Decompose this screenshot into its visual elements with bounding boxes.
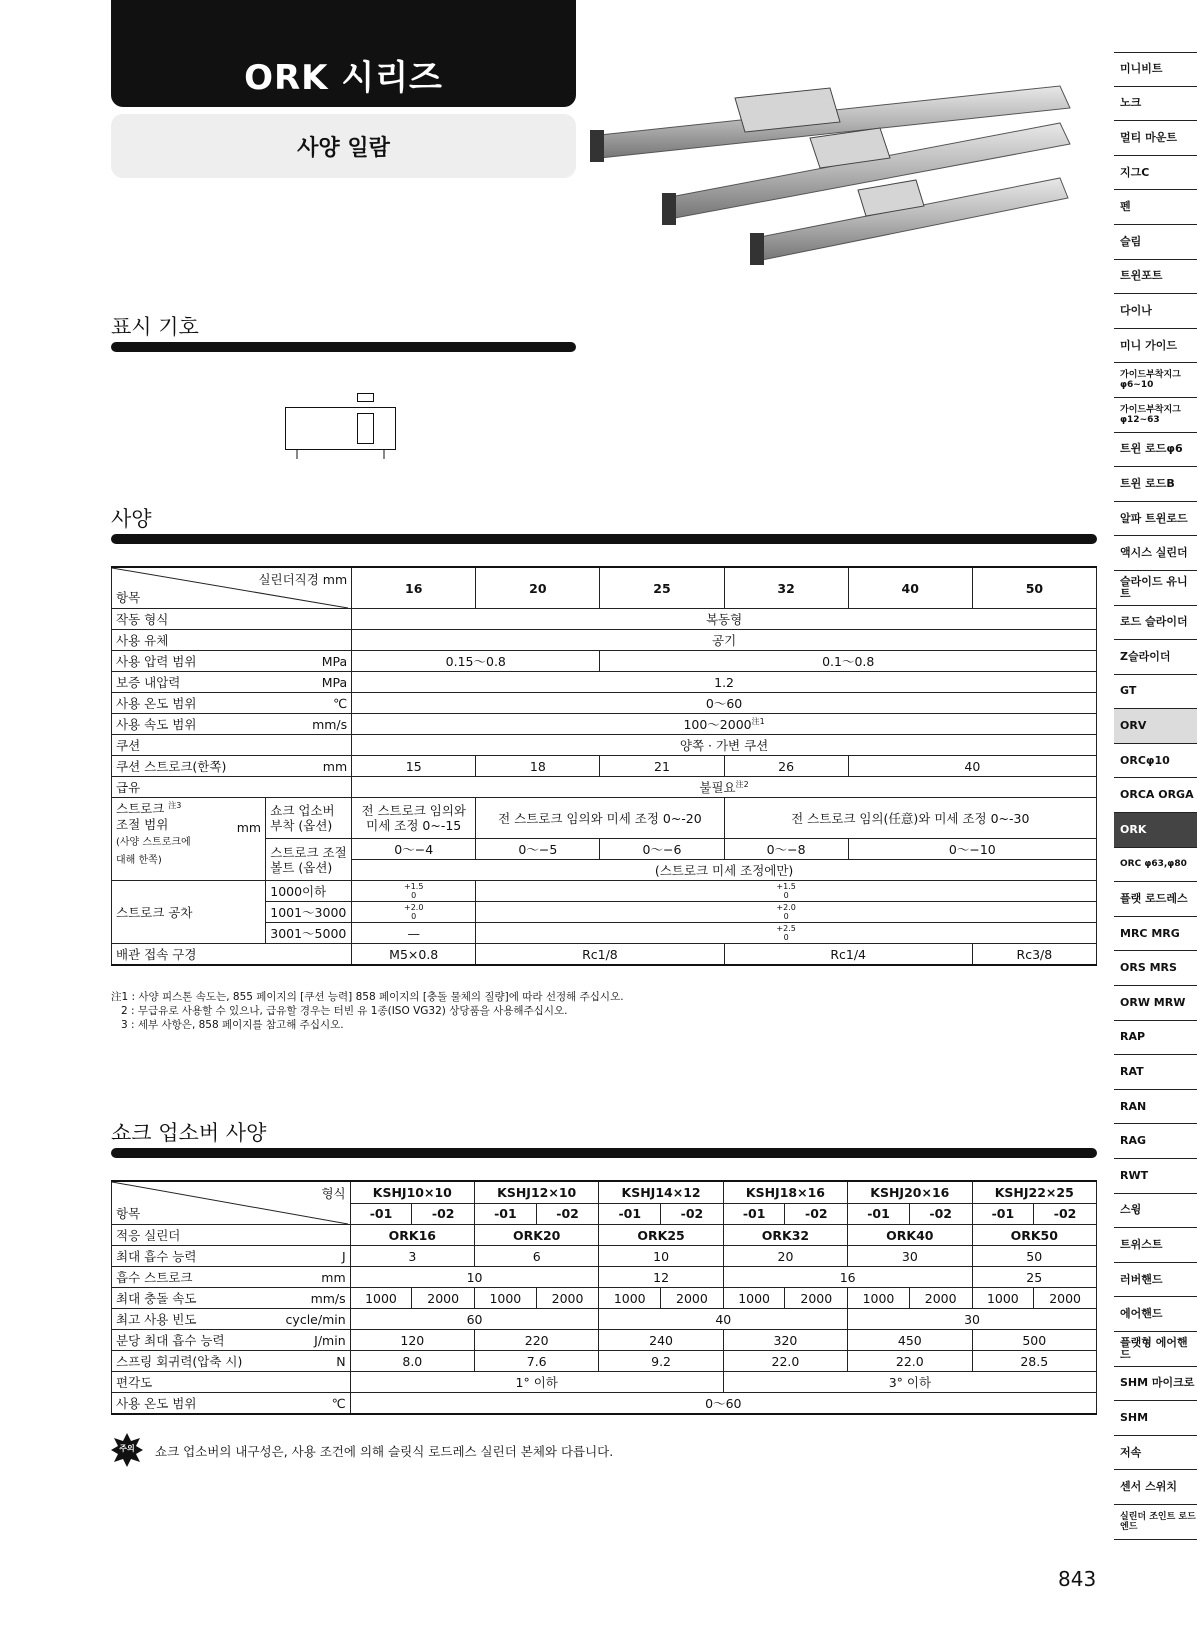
row-value: 50	[972, 1246, 1096, 1267]
bore-25: 25	[600, 567, 724, 609]
row-label: 최대 흡수 능력	[112, 1246, 262, 1267]
bolt-value: 0～−10	[848, 839, 1096, 860]
sidebar-item[interactable]: 가이드부착지그 φ6~10	[1114, 363, 1197, 398]
tolerance-value	[476, 902, 1097, 923]
page-title: ORK 시리즈	[111, 0, 576, 107]
diagonal-line	[112, 1182, 348, 1224]
stroke-adj-label	[112, 798, 233, 881]
row-value: 30	[848, 1309, 1097, 1330]
sidebar-nav	[1114, 52, 1197, 1540]
bore-20: 20	[476, 567, 600, 609]
absorber-value-32-50: 전 스트로크 임의(任意)와 미세 조정 0~-30	[724, 798, 1096, 839]
row-label: 흡수 스트로크	[112, 1267, 262, 1288]
row-value: 18	[476, 756, 600, 777]
tol-lower: 0	[783, 933, 789, 942]
row-unit: mm	[261, 1267, 350, 1288]
row-value: 복동형	[352, 609, 1097, 630]
section-divider	[111, 1148, 1097, 1158]
tolerance-range: 3001～5000	[266, 923, 352, 944]
sidebar-item[interactable]: 실린더 조인트 로드엔드	[1114, 1505, 1197, 1540]
corner-bottom-label: 항목	[116, 1206, 141, 1221]
sidebar-item[interactable]: RAG	[1114, 1124, 1197, 1159]
row-label: 배관 접속 구경	[112, 944, 352, 966]
product-image	[590, 78, 1110, 283]
caution-text: 쇼크 업소버의 내구성은, 사용 조건에 의해 슬릿식 로드레스 실린더 본체와 다릅니다.	[155, 1444, 614, 1459]
sidebar-item[interactable]: GT	[1114, 675, 1197, 710]
row-value: 2000	[1034, 1288, 1097, 1309]
section-divider	[111, 534, 1097, 544]
label-part: 스트로크	[116, 801, 165, 817]
sidebar-item[interactable]: ORV	[1114, 709, 1197, 744]
sidebar-item[interactable]: RAT	[1114, 1055, 1197, 1090]
row-value: 12	[599, 1267, 723, 1288]
row-value: 220	[475, 1330, 599, 1351]
row-label: 작동 형식	[112, 609, 352, 630]
tolerance-range: 1000이하	[266, 881, 352, 902]
row-value: 20	[723, 1246, 847, 1267]
shock-corner-cell	[112, 1181, 351, 1225]
row-value: 0～60	[352, 693, 1097, 714]
symbol-diagram	[285, 393, 405, 463]
row-value: ORK16	[350, 1225, 474, 1246]
row-value: 2000	[785, 1288, 848, 1309]
row-value: 7.6	[475, 1351, 599, 1372]
sidebar-item[interactable]: 플랫형 에어핸드	[1114, 1332, 1197, 1367]
row-value: 1.2	[352, 672, 1097, 693]
variant: -01	[599, 1203, 661, 1225]
tolerance-value	[476, 923, 1097, 944]
row-unit: mm	[266, 756, 352, 777]
sidebar-item[interactable]: ORS MRS	[1114, 951, 1197, 986]
sidebar-item[interactable]: 알파 트윈로드	[1114, 502, 1197, 537]
row-value: Rc3/8	[972, 944, 1096, 966]
model-header: KSHJ18×16	[723, 1181, 847, 1203]
row-value: Rc1/8	[476, 944, 724, 966]
row-value: 공기	[352, 630, 1097, 651]
sidebar-item[interactable]: 지그C	[1114, 156, 1197, 191]
tol-upper: +1.5	[404, 882, 424, 891]
variant: -02	[1034, 1203, 1097, 1225]
row-value: 1000	[848, 1288, 910, 1309]
sidebar-item[interactable]: SHM	[1114, 1401, 1197, 1436]
row-value: 60	[350, 1309, 599, 1330]
sidebar-item[interactable]: 미니비트	[1114, 52, 1197, 87]
row-value: 40	[599, 1309, 848, 1330]
sidebar-item[interactable]: 슬라이드 유니트	[1114, 571, 1197, 606]
bolt-value: 0～−8	[724, 839, 848, 860]
sidebar-item[interactable]: 펜	[1114, 190, 1197, 225]
sidebar-item[interactable]: 트위스트	[1114, 1228, 1197, 1263]
row-label: 사용 압력 범위	[112, 651, 266, 672]
tolerance-value: —	[352, 923, 476, 944]
row-unit: mm/s	[266, 714, 352, 735]
row-value: 2000	[412, 1288, 475, 1309]
row-value: 2000	[661, 1288, 724, 1309]
row-label: 적응 실린더	[112, 1225, 351, 1246]
row-value: ORK20	[475, 1225, 599, 1246]
model-header: KSHJ12×10	[475, 1181, 599, 1203]
row-label: 스프링 회귀력(압축 시)	[112, 1351, 262, 1372]
row-value: 양쪽 · 가변 쿠션	[352, 735, 1097, 756]
note-marker: 注1	[751, 716, 765, 726]
row-value	[352, 714, 1097, 735]
row-value: 30	[848, 1246, 972, 1267]
row-value: 0～60	[350, 1393, 1096, 1415]
bore-40: 40	[848, 567, 972, 609]
bolt-label: 스트로크 조절 볼트 (옵션)	[266, 839, 352, 881]
row-label: 쿠션	[112, 735, 352, 756]
row-value: 6	[475, 1246, 599, 1267]
spec-corner-cell	[112, 567, 352, 609]
section-divider	[111, 342, 576, 352]
row-unit: MPa	[266, 672, 352, 693]
note-line: 2 : 무급유로 사용할 수 있으나, 급유할 경우는 터빈 유 1종(ISO VG32) 상당품을 사용해주십시오.	[121, 1005, 568, 1017]
bore-16: 16	[352, 567, 476, 609]
row-label: 사용 유체	[112, 630, 352, 651]
row-unit: ℃	[266, 693, 352, 714]
sidebar-item[interactable]: 노크	[1114, 87, 1197, 122]
tol-lower: 0	[411, 912, 417, 921]
row-label: 보증 내압력	[112, 672, 266, 693]
page-subtitle: 사양 일람	[111, 114, 576, 178]
row-value: 25	[972, 1267, 1096, 1288]
model-header: KSHJ20×16	[848, 1181, 972, 1203]
row-value: 1000	[350, 1288, 412, 1309]
sidebar-item[interactable]: 에어핸드	[1114, 1297, 1197, 1332]
row-value: 2000	[909, 1288, 972, 1309]
sidebar-item[interactable]: ORCA ORGA	[1114, 778, 1197, 813]
row-value: 450	[848, 1330, 972, 1351]
sidebar-item[interactable]: RWT	[1114, 1159, 1197, 1194]
label-part: (사양 스트로크에	[116, 837, 191, 849]
shock-table	[111, 1180, 1097, 1415]
absorber-value-16	[352, 798, 476, 839]
variant: -01	[848, 1203, 910, 1225]
sidebar-item[interactable]: Z슬라이더	[1114, 640, 1197, 675]
row-value: 1° 이하	[350, 1372, 723, 1393]
variant: -02	[412, 1203, 475, 1225]
variant: -01	[350, 1203, 412, 1225]
value-part: 미세 조정 0~-15	[366, 818, 462, 833]
label-part: 대해 한쪽)	[116, 855, 162, 867]
row-value: 16	[723, 1267, 972, 1288]
sidebar-item[interactable]: SHM 마이크로	[1114, 1367, 1197, 1402]
model-header: KSHJ22×25	[972, 1181, 1096, 1203]
variant: -01	[972, 1203, 1034, 1225]
row-value: 2000	[536, 1288, 599, 1309]
page-number: 843	[1058, 1567, 1097, 1591]
sidebar-item[interactable]: 러버핸드	[1114, 1263, 1197, 1298]
row-value: 8.0	[350, 1351, 474, 1372]
row-value: 15	[352, 756, 476, 777]
spec-notes	[111, 990, 624, 1032]
note-marker: 注3	[168, 801, 182, 810]
row-value	[352, 777, 1097, 798]
tolerance-label: 스트로크 공차	[112, 881, 266, 944]
sidebar-item[interactable]: 미니 가이드	[1114, 329, 1197, 364]
sidebar-item[interactable]: MRC MRG	[1114, 917, 1197, 952]
note-line: 注1 : 사양 피스톤 속도는, 855 페이지의 [쿠션 능력] 858 페이지의 [충돌 물체의 질량]에 따라 선정해 주십시오.	[111, 991, 624, 1003]
row-value: ORK25	[599, 1225, 723, 1246]
bolt-note: (스트로크 미세 조정에만)	[352, 860, 1097, 881]
section-title-symbol: 표시 기호	[111, 315, 199, 339]
variant: -02	[785, 1203, 848, 1225]
row-label: 사용 온도 범위	[112, 1393, 262, 1415]
row-label: 쿠션 스트로크(한쪽)	[112, 756, 266, 777]
row-unit: J/min	[261, 1330, 350, 1351]
tol-upper: +1.5	[776, 882, 796, 891]
row-value: 22.0	[723, 1351, 847, 1372]
row-value: 40	[848, 756, 1096, 777]
row-value: 3	[350, 1246, 474, 1267]
corner-top-label: 형식	[321, 1186, 346, 1201]
sidebar-item[interactable]: ORW MRW	[1114, 986, 1197, 1021]
tol-upper: +2.0	[776, 903, 796, 912]
row-value: ORK32	[723, 1225, 847, 1246]
row-value: 22.0	[848, 1351, 972, 1372]
sidebar-item[interactable]: 멀티 마운트	[1114, 121, 1197, 156]
row-value: 0.15～0.8	[352, 651, 600, 672]
variant: -02	[536, 1203, 599, 1225]
row-unit: mm/s	[261, 1288, 350, 1309]
variant: -01	[475, 1203, 537, 1225]
absorber-label: 쇼크 업소버 부착 (옵션)	[266, 798, 352, 839]
row-value: 10	[350, 1267, 599, 1288]
tol-upper: +2.0	[404, 903, 424, 912]
bore-50: 50	[972, 567, 1096, 609]
bore-32: 32	[724, 567, 848, 609]
variant: -01	[723, 1203, 785, 1225]
sidebar-item[interactable]: 스윙	[1114, 1194, 1197, 1229]
tolerance-value	[476, 881, 1097, 902]
row-value: M5×0.8	[352, 944, 476, 966]
tol-lower: 0	[411, 891, 417, 900]
tol-lower: 0	[783, 891, 789, 900]
sidebar-item[interactable]: RAP	[1114, 1021, 1197, 1056]
row-label: 최대 충돌 속도	[112, 1288, 262, 1309]
sidebar-item[interactable]: 트윈포트	[1114, 260, 1197, 295]
row-unit: ℃	[261, 1393, 350, 1415]
sidebar-item[interactable]: 저속	[1114, 1436, 1197, 1471]
caution-badge: 주의	[119, 1444, 135, 1453]
sidebar-item[interactable]: 액시스 실린더	[1114, 536, 1197, 571]
sidebar-item[interactable]: 트윈 로드B	[1114, 467, 1197, 502]
tolerance-range: 1001～3000	[266, 902, 352, 923]
sidebar-item[interactable]: 트윈 로드φ6	[1114, 433, 1197, 468]
value-part: 전 스트로크 임의와	[361, 803, 466, 818]
tolerance-value	[352, 881, 476, 902]
row-value: 120	[350, 1330, 474, 1351]
row-label: 사용 속도 범위	[112, 714, 266, 735]
row-label: 사용 온도 범위	[112, 693, 266, 714]
sidebar-item[interactable]: ORCφ10	[1114, 744, 1197, 779]
row-label: 분당 최대 흡수 능력	[112, 1330, 262, 1351]
row-value: 9.2	[599, 1351, 723, 1372]
row-value: 21	[600, 756, 724, 777]
section-title-shock: 쇼크 업소버 사양	[111, 1121, 267, 1145]
variant: -02	[661, 1203, 724, 1225]
sidebar-item[interactable]: RAN	[1114, 1090, 1197, 1125]
sidebar-item[interactable]: ORC φ63,φ80	[1114, 848, 1197, 883]
row-unit: cycle/min	[261, 1309, 350, 1330]
tol-upper: +2.5	[776, 924, 796, 933]
sidebar-item[interactable]: 로드 슬라이더	[1114, 606, 1197, 641]
stroke-adj-unit: mm	[233, 798, 266, 881]
lube-value: 불필요	[699, 780, 736, 795]
row-unit: MPa	[266, 651, 352, 672]
row-value: ORK40	[848, 1225, 972, 1246]
row-value: 3° 이하	[723, 1372, 1096, 1393]
row-value: 240	[599, 1330, 723, 1351]
bolt-value: 0～−6	[600, 839, 724, 860]
bolt-value: 0～−5	[476, 839, 600, 860]
sidebar-item[interactable]: ORK	[1114, 813, 1197, 848]
corner-top-label: 실린더직경 mm	[258, 572, 348, 587]
speed-value: 100～2000	[683, 717, 752, 732]
row-value: 10	[599, 1246, 723, 1267]
note-marker: 注2	[735, 779, 749, 789]
model-header: KSHJ10×10	[350, 1181, 474, 1203]
row-value: 1000	[475, 1288, 537, 1309]
sidebar-item[interactable]: 슬림	[1114, 225, 1197, 260]
row-value: 320	[723, 1330, 847, 1351]
label-part: 조절 범위	[116, 817, 169, 833]
row-label: 급유	[112, 777, 352, 798]
tolerance-value	[352, 902, 476, 923]
row-value: 26	[724, 756, 848, 777]
spec-table	[111, 566, 1097, 966]
row-value: 1000	[723, 1288, 785, 1309]
corner-bottom-label: 항목	[116, 590, 141, 605]
row-value: 1000	[599, 1288, 661, 1309]
tol-lower: 0	[783, 912, 789, 921]
row-value: 0.1～0.8	[600, 651, 1097, 672]
sidebar-item[interactable]: 다이나	[1114, 294, 1197, 329]
note-line: 3 : 세부 사항은, 858 페이지를 참고해 주십시오.	[121, 1019, 344, 1031]
row-value: Rc1/4	[724, 944, 972, 966]
row-unit: N	[261, 1351, 350, 1372]
sidebar-item[interactable]: 플랫 로드레스	[1114, 882, 1197, 917]
model-header: KSHJ14×12	[599, 1181, 723, 1203]
row-value: 28.5	[972, 1351, 1096, 1372]
sidebar-item[interactable]: 가이드부착지그 φ12~63	[1114, 398, 1197, 433]
row-label: 최고 사용 빈도	[112, 1309, 262, 1330]
sidebar-item[interactable]: 센서 스위치	[1114, 1470, 1197, 1505]
row-value: 1000	[972, 1288, 1034, 1309]
row-value: ORK50	[972, 1225, 1096, 1246]
bolt-value: 0～−4	[352, 839, 476, 860]
absorber-value-20-25: 전 스트로크 임의와 미세 조정 0~-20	[476, 798, 724, 839]
row-value: 500	[972, 1330, 1096, 1351]
row-label: 편각도	[112, 1372, 351, 1393]
variant: -02	[909, 1203, 972, 1225]
section-title-spec: 사양	[111, 507, 152, 531]
row-unit: J	[261, 1246, 350, 1267]
